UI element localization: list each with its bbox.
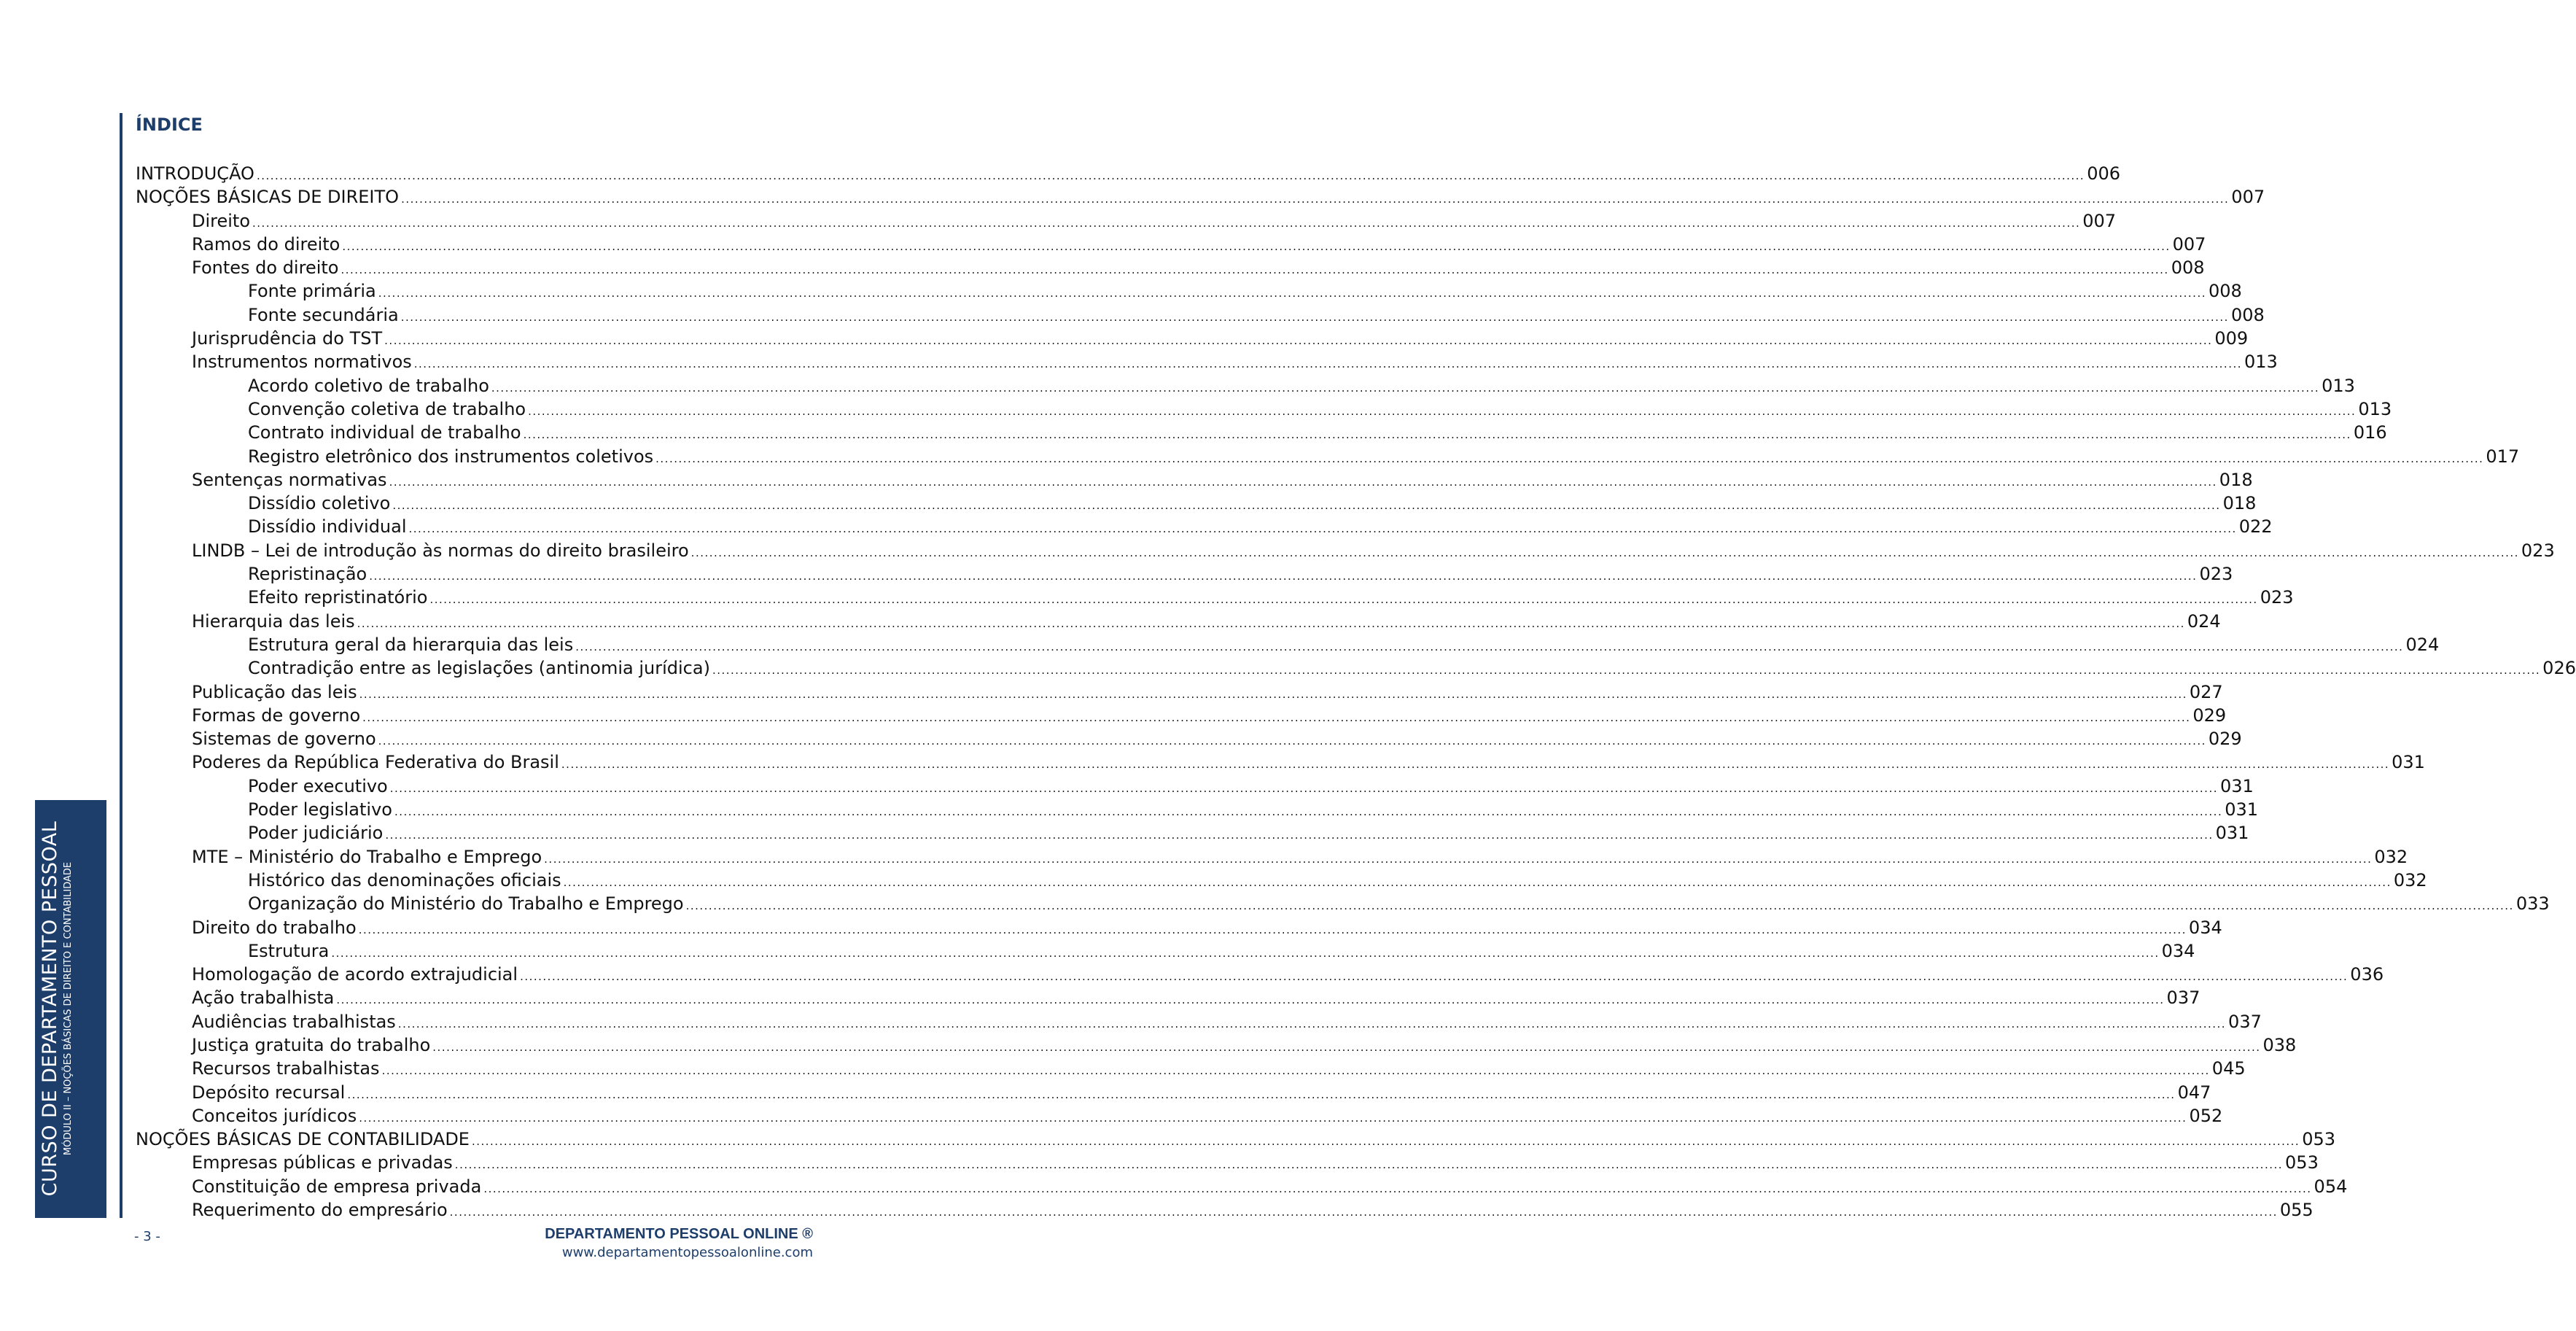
- dot-leader: ................................................................................................................................................................................................................................................................................................................................................................................................................: [712, 664, 2541, 678]
- toc-entry-title: Acordo coletivo de trabalho: [248, 375, 489, 396]
- toc-entry[interactable]: [136, 750, 2425, 774]
- side-banner-text: [38, 804, 104, 1213]
- dot-leader: ................................................................................................................................................................................................................................................................................................................................................................................................................: [358, 923, 2187, 936]
- page-number: - 3 -: [134, 1229, 160, 1244]
- toc-entry[interactable]: [136, 492, 2257, 515]
- toc-entry-page: 013: [2322, 375, 2355, 396]
- toc-entry[interactable]: [136, 939, 2195, 963]
- toc-entry-title: LINDB – Lei de introdução às normas do direito brasileiro: [192, 540, 689, 561]
- toc-entry[interactable]: [136, 1010, 2262, 1033]
- dot-leader: ................................................................................................................................................................................................................................................................................................................................................................................................................: [563, 875, 2392, 889]
- toc-entry-page: 031: [2219, 775, 2254, 796]
- website-link[interactable]: www.departamentopessoalonline.com: [561, 1245, 813, 1260]
- dot-leader: ................................................................................................................................................................................................................................................................................................................................................................................................................: [520, 970, 2349, 984]
- dot-leader: ................................................................................................................................................................................................................................................................................................................................................................................................................: [454, 1158, 2284, 1172]
- toc-entry[interactable]: [136, 539, 2555, 562]
- toc-entry[interactable]: [136, 821, 2249, 845]
- toc-entry-title: Direito: [192, 210, 251, 231]
- toc-entry-title: Histórico das denominações oficiais: [248, 869, 561, 890]
- toc-entry-title: Conceitos jurídicos: [192, 1105, 357, 1126]
- toc-entry-page: 053: [2285, 1152, 2319, 1173]
- toc-entry[interactable]: [136, 256, 2205, 279]
- course-title: CURSO DE DEPARTAMENTO PESSOAL: [39, 820, 61, 1197]
- toc-entry-title: Estrutura geral da hierarquia das leis: [248, 634, 574, 655]
- dot-leader: ................................................................................................................................................................................................................................................................................................................................................................................................................: [357, 616, 2185, 630]
- toc-entry[interactable]: [136, 162, 2120, 185]
- toc-entry[interactable]: [136, 704, 2227, 727]
- toc-entry[interactable]: [136, 656, 2576, 680]
- toc-entry-title: Instrumentos normativos: [192, 352, 412, 373]
- toc-entry[interactable]: [136, 610, 2221, 633]
- toc-entry[interactable]: [136, 397, 2392, 421]
- toc-entry[interactable]: [136, 916, 2222, 939]
- toc-entry-title: Contradição entre as legislações (antinomia jurídica): [248, 658, 710, 679]
- toc-entry[interactable]: [136, 680, 2223, 704]
- toc-entry-title: Hierarquia das leis: [192, 610, 355, 632]
- toc-entry-page: 037: [2228, 1011, 2262, 1032]
- toc-entry-page: 023: [2260, 587, 2294, 608]
- toc-entry-page: 007: [2082, 210, 2117, 231]
- toc-entry-title: Poder executivo: [248, 775, 388, 796]
- toc-entry-title: Organização do Ministério do Trabalho e Emprego: [248, 893, 684, 915]
- toc-entry-title: Constituição de empresa privada: [192, 1176, 482, 1197]
- dot-leader: ................................................................................................................................................................................................................................................................................................................................................................................................................: [359, 687, 2187, 701]
- toc-entry-title: Ação trabalhista: [192, 987, 335, 1009]
- toc-entry[interactable]: [136, 421, 2387, 444]
- toc-entry-page: 055: [2279, 1200, 2314, 1221]
- toc-entry-title: Fonte secundária: [248, 304, 399, 325]
- toc-entry-page: 009: [2214, 328, 2249, 349]
- toc-entry-page: 032: [2374, 846, 2408, 867]
- dot-leader: ................................................................................................................................................................................................................................................................................................................................................................................................................: [401, 193, 2230, 206]
- toc-entry[interactable]: [136, 798, 2259, 821]
- toc-entry-title: Homologação de acordo extrajudicial: [192, 964, 518, 985]
- toc-entry[interactable]: [136, 303, 2265, 327]
- toc-entry[interactable]: [136, 233, 2206, 256]
- toc-entry-page: 013: [2358, 398, 2392, 419]
- dot-leader: ................................................................................................................................................................................................................................................................................................................................................................................................................: [359, 1111, 2187, 1125]
- footer-brand: [545, 1225, 813, 1262]
- toc-entry-page: 036: [2350, 964, 2384, 985]
- toc-entry[interactable]: [136, 445, 2520, 468]
- dot-leader: ................................................................................................................................................................................................................................................................................................................................................................................................................: [449, 1206, 2278, 1219]
- dot-leader: ................................................................................................................................................................................................................................................................................................................................................................................................................: [369, 570, 2198, 583]
- toc-entry-page: 053: [2302, 1129, 2336, 1150]
- brand-name: DEPARTAMENTO PESSOAL ONLINE ®: [545, 1226, 813, 1242]
- toc-entry-page: 022: [2238, 516, 2273, 538]
- dot-leader: ................................................................................................................................................................................................................................................................................................................................................................................................................: [384, 334, 2213, 348]
- dot-leader: ................................................................................................................................................................................................................................................................................................................................................................................................................: [528, 404, 2357, 418]
- toc-entry-page: 037: [2166, 987, 2201, 1009]
- toc-entry-page: 023: [2521, 540, 2555, 561]
- table-of-contents: [136, 162, 2576, 1222]
- toc-entry-title: Registro eletrônico dos instrumentos coletivos: [248, 446, 654, 467]
- toc-entry-title: Poder legislativo: [248, 799, 392, 820]
- dot-leader: ................................................................................................................................................................................................................................................................................................................................................................................................................: [378, 734, 2206, 748]
- toc-entry-page: 024: [2405, 634, 2440, 655]
- dot-leader: ................................................................................................................................................................................................................................................................................................................................................................................................................: [413, 357, 2242, 371]
- module-subtitle: MÓDULO II – NOÇÕES BÁSICAS DE DIREITO E CONTABILIDADE: [63, 861, 74, 1156]
- toc-entry[interactable]: [136, 185, 2265, 209]
- toc-entry[interactable]: [136, 1104, 2223, 1128]
- toc-entry[interactable]: [136, 1033, 2297, 1057]
- dot-leader: ................................................................................................................................................................................................................................................................................................................................................................................................................: [432, 1040, 2261, 1054]
- toc-entry[interactable]: [136, 845, 2408, 869]
- toc-entry[interactable]: [136, 633, 2440, 656]
- toc-entry-page: 031: [2225, 799, 2259, 820]
- dot-leader: ................................................................................................................................................................................................................................................................................................................................................................................................................: [381, 1064, 2210, 1078]
- dot-leader: ................................................................................................................................................................................................................................................................................................................................................................................................................: [483, 1181, 2312, 1195]
- toc-entry-title: Poder judiciário: [248, 823, 384, 844]
- dot-leader: ................................................................................................................................................................................................................................................................................................................................................................................................................: [429, 593, 2258, 607]
- toc-entry[interactable]: [136, 727, 2242, 750]
- toc-entry-title: Ramos do direito: [192, 233, 341, 255]
- toc-entry-page: 034: [2161, 940, 2195, 961]
- toc-entry-title: MTE – Ministério do Trabalho e Emprego: [192, 846, 542, 867]
- dot-leader: ................................................................................................................................................................................................................................................................................................................................................................................................................: [523, 428, 2351, 442]
- toc-entry-page: 034: [2188, 917, 2222, 938]
- toc-entry-page: 052: [2189, 1105, 2223, 1126]
- dot-leader: ................................................................................................................................................................................................................................................................................................................................................................................................................: [347, 1087, 2176, 1101]
- toc-entry[interactable]: [136, 586, 2294, 609]
- dot-leader: ................................................................................................................................................................................................................................................................................................................................................................................................................: [690, 546, 2519, 559]
- toc-entry-title: Repristinação: [248, 564, 367, 585]
- toc-entry-page: 047: [2177, 1082, 2211, 1103]
- dot-leader: ................................................................................................................................................................................................................................................................................................................................................................................................................: [389, 475, 2217, 489]
- toc-entry-page: 033: [2515, 893, 2550, 915]
- dot-leader: ................................................................................................................................................................................................................................................................................................................................................................................................................: [408, 522, 2237, 536]
- toc-entry-page: 038: [2262, 1034, 2297, 1055]
- toc-entry-page: 018: [2219, 469, 2253, 490]
- dot-leader: ................................................................................................................................................................................................................................................................................................................................................................................................................: [389, 781, 2218, 795]
- toc-entry-page: 027: [2189, 681, 2223, 702]
- toc-entry[interactable]: [136, 892, 2550, 915]
- toc-entry-page: 018: [2222, 493, 2257, 514]
- toc-entry[interactable]: [136, 1151, 2319, 1174]
- toc-entry-page: 007: [2172, 233, 2206, 255]
- toc-entry-title: Sentenças normativas: [192, 469, 387, 490]
- toc-entry-title: Depósito recursal: [192, 1082, 346, 1103]
- dot-leader: ................................................................................................................................................................................................................................................................................................................................................................................................................: [378, 287, 2206, 300]
- vertical-rule: [120, 113, 122, 1218]
- toc-entry-page: 006: [2087, 163, 2120, 184]
- toc-entry[interactable]: [136, 1175, 2348, 1198]
- toc-entry[interactable]: [136, 209, 2117, 233]
- toc-entry[interactable]: [136, 327, 2249, 350]
- toc-entry-title: Audiências trabalhistas: [192, 1011, 396, 1032]
- toc-entry-title: Convenção coletiva de trabalho: [248, 398, 526, 419]
- dot-leader: ................................................................................................................................................................................................................................................................................................................................................................................................................: [341, 263, 2169, 277]
- toc-entry-title: Dissídio coletivo: [248, 493, 391, 514]
- toc-entry[interactable]: [136, 963, 2384, 986]
- dot-leader: ................................................................................................................................................................................................................................................................................................................................................................................................................: [394, 805, 2223, 819]
- toc-entry-title: Empresas públicas e privadas: [192, 1152, 453, 1173]
- toc-entry-page: 031: [2392, 752, 2425, 773]
- toc-entry-title: Publicação das leis: [192, 681, 357, 702]
- toc-entry-title: Fonte primária: [248, 281, 376, 302]
- toc-entry[interactable]: [136, 775, 2254, 798]
- dot-leader: ................................................................................................................................................................................................................................................................................................................................................................................................................: [385, 829, 2214, 842]
- dot-leader: ................................................................................................................................................................................................................................................................................................................................................................................................................: [252, 216, 2081, 230]
- toc-entry-title: NOÇÕES BÁSICAS DE CONTABILIDADE: [136, 1129, 470, 1150]
- dot-leader: ................................................................................................................................................................................................................................................................................................................................................................................................................: [491, 381, 2320, 395]
- toc-entry-page: 029: [2192, 705, 2227, 726]
- toc-entry-page: 016: [2353, 422, 2387, 443]
- toc-entry[interactable]: [136, 468, 2253, 492]
- dot-leader: ................................................................................................................................................................................................................................................................................................................................................................................................................: [471, 1135, 2300, 1149]
- toc-entry[interactable]: [136, 350, 2278, 373]
- toc-entry-title: Fontes do direito: [192, 257, 339, 279]
- dot-leader: ................................................................................................................................................................................................................................................................................................................................................................................................................: [392, 499, 2221, 513]
- toc-entry-page: 031: [2215, 823, 2249, 844]
- toc-entry[interactable]: [136, 986, 2201, 1009]
- toc-entry-title: Recursos trabalhistas: [192, 1058, 380, 1079]
- toc-entry-title: NOÇÕES BÁSICAS DE DIREITO: [136, 187, 400, 208]
- toc-entry-title: Formas de governo: [192, 705, 361, 726]
- toc-entry[interactable]: [136, 869, 2427, 892]
- dot-leader: ................................................................................................................................................................................................................................................................................................................................................................................................................: [685, 899, 2514, 913]
- toc-entry-page: 008: [2171, 257, 2205, 279]
- toc-entry-page: 017: [2486, 446, 2520, 467]
- index-heading: ÍNDICE: [136, 115, 203, 135]
- toc-entry[interactable]: [136, 279, 2242, 303]
- toc-entry[interactable]: [136, 1198, 2314, 1222]
- toc-entry-title: Sistemas de governo: [192, 729, 376, 750]
- dot-leader: ................................................................................................................................................................................................................................................................................................................................................................................................................: [575, 640, 2404, 653]
- dot-leader: ................................................................................................................................................................................................................................................................................................................................................................................................................: [400, 310, 2229, 324]
- toc-entry-page: 007: [2231, 187, 2265, 208]
- toc-entry-title: Justiça gratuita do trabalho: [192, 1034, 431, 1055]
- toc-entry-page: 024: [2187, 610, 2221, 632]
- toc-entry-page: 029: [2208, 729, 2242, 750]
- toc-entry-title: Direito do trabalho: [192, 917, 357, 938]
- toc-entry[interactable]: [136, 374, 2355, 397]
- toc-entry-page: 026: [2542, 658, 2576, 679]
- toc-entry[interactable]: [136, 1081, 2211, 1104]
- toc-entry-page: 008: [2208, 281, 2242, 302]
- dot-leader: ................................................................................................................................................................................................................................................................................................................................................................................................................: [336, 993, 2165, 1007]
- toc-entry-title: Contrato individual de trabalho: [248, 422, 521, 443]
- dot-leader: ................................................................................................................................................................................................................................................................................................................................................................................................................: [397, 1017, 2227, 1031]
- toc-entry-title: Dissídio individual: [248, 516, 407, 538]
- dot-leader: ................................................................................................................................................................................................................................................................................................................................................................................................................: [331, 946, 2160, 960]
- toc-entry-page: 054: [2314, 1176, 2348, 1197]
- toc-entry-title: Poderes da República Federativa do Brasil: [192, 752, 559, 773]
- toc-entry-page: 032: [2393, 869, 2427, 890]
- dot-leader: ................................................................................................................................................................................................................................................................................................................................................................................................................: [655, 451, 2484, 465]
- toc-entry-page: 013: [2244, 352, 2278, 373]
- toc-entry[interactable]: [136, 1057, 2246, 1080]
- dot-leader: ................................................................................................................................................................................................................................................................................................................................................................................................................: [362, 710, 2191, 724]
- dot-leader: ................................................................................................................................................................................................................................................................................................................................................................................................................: [544, 852, 2373, 866]
- toc-entry-title: INTRODUÇÃO: [136, 163, 254, 184]
- toc-entry-title: Estrutura: [248, 940, 330, 961]
- toc-entry-page: 008: [2230, 304, 2265, 325]
- dot-leader: ................................................................................................................................................................................................................................................................................................................................................................................................................: [561, 758, 2390, 772]
- toc-entry-title: Efeito repristinatório: [248, 587, 428, 608]
- dot-leader: ................................................................................................................................................................................................................................................................................................................................................................................................................: [342, 239, 2171, 253]
- toc-entry-title: Jurisprudência do TST: [192, 328, 383, 349]
- toc-entry[interactable]: [136, 1128, 2336, 1151]
- toc-entry[interactable]: [136, 515, 2273, 538]
- dot-leader: ................................................................................................................................................................................................................................................................................................................................................................................................................: [256, 169, 2085, 182]
- toc-entry[interactable]: [136, 562, 2233, 586]
- toc-entry-page: 045: [2211, 1058, 2246, 1079]
- toc-entry-title: Requerimento do empresário: [192, 1200, 448, 1221]
- toc-entry-page: 023: [2199, 564, 2233, 585]
